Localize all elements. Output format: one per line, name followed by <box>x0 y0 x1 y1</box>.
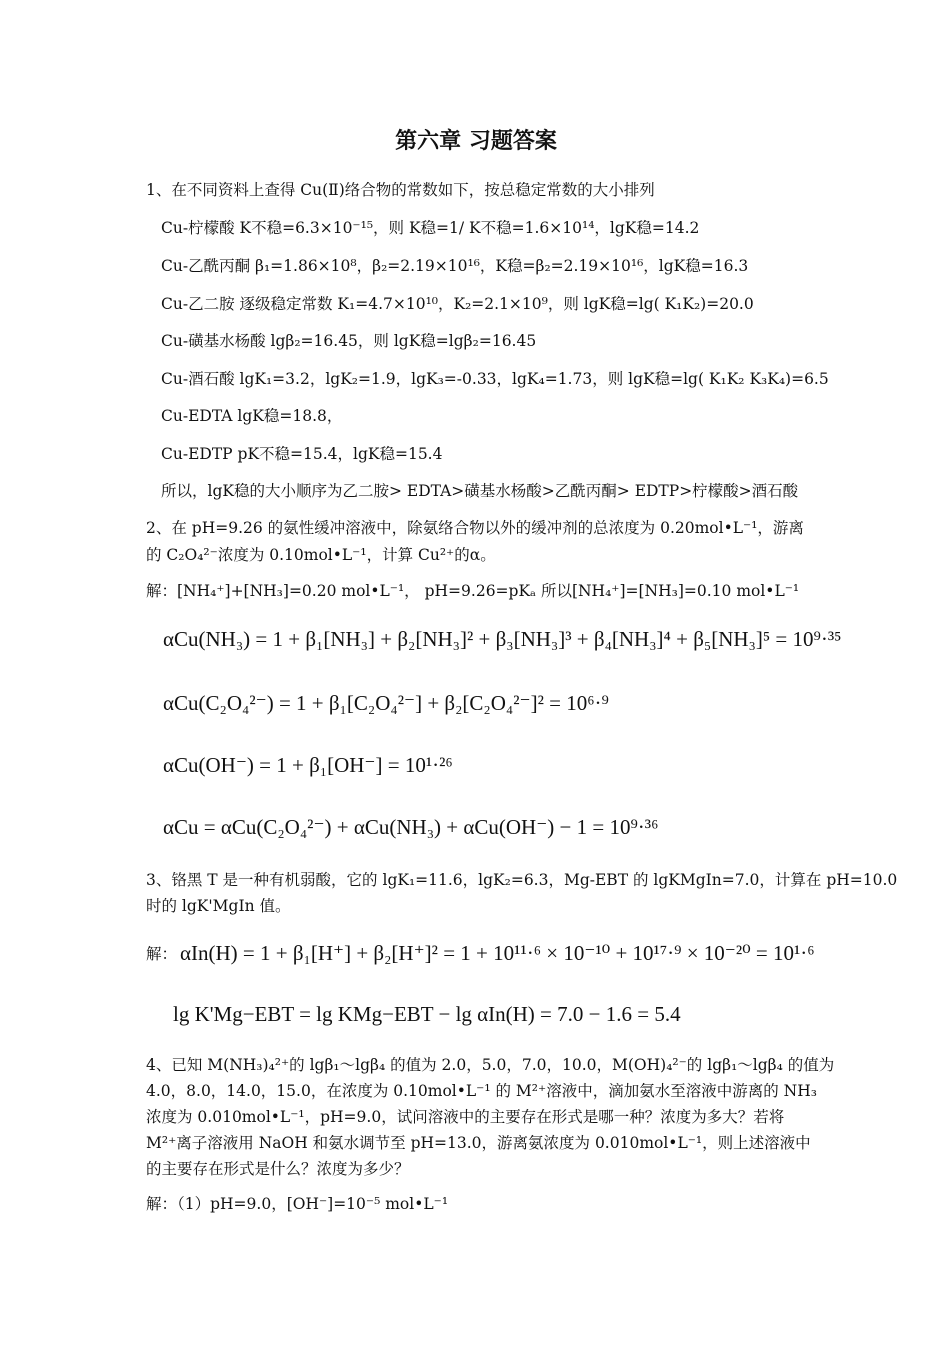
question-4-stem-line-2: 4.0，8.0，14.0，15.0，在浓度为 0.10mol•L⁻¹ 的 M²⁺溶液中，滴加氨水至溶液中游离的 NH₃ <box>146 1082 817 1100</box>
q1-line-acac: Cu-乙酰丙酮 β₁=1.86×10⁸，β₂=2.19×10¹⁶，K稳=β₂=2.19×10¹⁶，lgK稳=16.3 <box>161 257 749 275</box>
q2-solution: 解：[NH₄⁺]+[NH₃]=0.20 mol•L⁻¹， pH=9.26=pKₐ 所以[NH₄⁺]=[NH₃]=0.10 mol•L⁻¹ <box>146 582 800 600</box>
q3-equation-alpha-in: αIn(H) = 1 + β₁[H⁺] + β₂[H⁺]² = 1 + 10¹¹·⁶ × 10⁻¹⁰ + 10¹⁷·⁹ × 10⁻²⁰ = 10¹·⁶ <box>180 941 815 965</box>
question-4-stem-line-4: M²⁺离子溶液用 NaOH 和氨水调节至 pH=13.0，游离氨浓度为 0.010mol•L⁻¹，则上述溶液中 <box>146 1134 811 1152</box>
question-4-stem-line-3: 浓度为 0.010mol•L⁻¹，pH=9.0，试问溶液中的主要存在形式是哪一种？浓度为多大？若将 <box>146 1108 785 1126</box>
q3-solution-label: 解： <box>146 945 178 963</box>
question-4-stem-line-5: 的主要存在形式是什么？浓度为多少？ <box>146 1160 410 1178</box>
q3-equation-lgk: lg K'Mg−EBT = lg KMg−EBT − lg αIn(H) = 7.0 − 1.6 = 5.4 <box>173 1002 681 1026</box>
q2-equation-alpha-nh3: αCu(NH₃) = 1 + β₁[NH₃] + β₂[NH₃]² + β₃[NH₃]³ + β₄[NH₃]⁴ + β₅[NH₃]⁵ = 10⁹·³⁵ <box>163 627 842 651</box>
q4-solution: 解：（1）pH=9.0，[OH⁻]=10⁻⁵ mol•L⁻¹ <box>146 1195 449 1213</box>
question-2-stem-line-1: 2、在 pH=9.26 的氨性缓冲溶液中，除氨络合物以外的缓冲剂的总浓度为 0.20mol•L⁻¹，游离 <box>146 519 804 537</box>
q2-equation-alpha-oh: αCu(OH⁻) = 1 + β₁[OH⁻] = 10¹·²⁶ <box>163 753 453 777</box>
q1-line-sulfosalicylic: Cu-磺基水杨酸 lgβ₂=16.45，则 lgK稳=lgβ₂=16.45 <box>161 332 537 350</box>
q2-equation-alpha-c2o4: αCu(C₂O₄²⁻) = 1 + β₁[C₂O₄²⁻] + β₂[C₂O₄²⁻]² = 10⁶·⁹ <box>163 691 609 715</box>
page-title: 第六章 习题答案 <box>395 129 557 154</box>
question-4-stem-line-1: 4、已知 M(NH₃)₄²⁺的 lgβ₁～lgβ₄ 的值为 2.0，5.0，7.0，10.0，M(OH)₄²⁻的 lgβ₁～lgβ₄ 的值为 <box>146 1056 835 1074</box>
question-1-stem: 1、在不同资料上查得 Cu(Ⅱ)络合物的常数如下，按总稳定常数的大小排列 <box>146 181 655 199</box>
q1-conclusion: 所以，lgK稳的大小顺序为乙二胺> EDTA>磺基水杨酸>乙酰丙酮> EDTP>柠檬酸>酒石酸 <box>161 482 799 500</box>
q1-line-en: Cu-乙二胺 逐级稳定常数 K₁=4.7×10¹⁰，K₂=2.1×10⁹，则 lgK稳=lg( K₁K₂)=20.0 <box>161 295 754 313</box>
q1-line-edtp: Cu-EDTP pK不稳=15.4，lgK稳=15.4 <box>161 445 443 463</box>
q1-line-citric: Cu-柠檬酸 K不稳=6.3×10⁻¹⁵，则 K稳=1/ K不稳=1.6×10¹⁴，lgK稳=14.2 <box>161 219 700 237</box>
question-2-stem-line-2: 的 C₂O₄²⁻浓度为 0.10mol•L⁻¹，计算 Cu²⁺的α。 <box>146 546 496 564</box>
question-3-stem-line-1: 3、铬黑 T 是一种有机弱酸，它的 lgK₁=11.6，lgK₂=6.3，Mg-EBT 的 lgKMgIn=7.0，计算在 pH=10.0 <box>146 871 898 889</box>
q2-equation-alpha-cu: αCu = αCu(C₂O₄²⁻) + αCu(NH₃) + αCu(OH⁻) − 1 = 10⁹·³⁶ <box>163 815 659 839</box>
q1-line-tartaric: Cu-酒石酸 lgK₁=3.2，lgK₂=1.9，lgK₃=-0.33，lgK₄=1.73，则 lgK稳=lg( K₁K₂ K₃K₄)=6.5 <box>161 370 829 388</box>
q1-line-edta: Cu-EDTA lgK稳=18.8， <box>161 407 343 425</box>
question-3-stem-line-2: 时的 lgK'MgIn 值。 <box>146 897 291 915</box>
